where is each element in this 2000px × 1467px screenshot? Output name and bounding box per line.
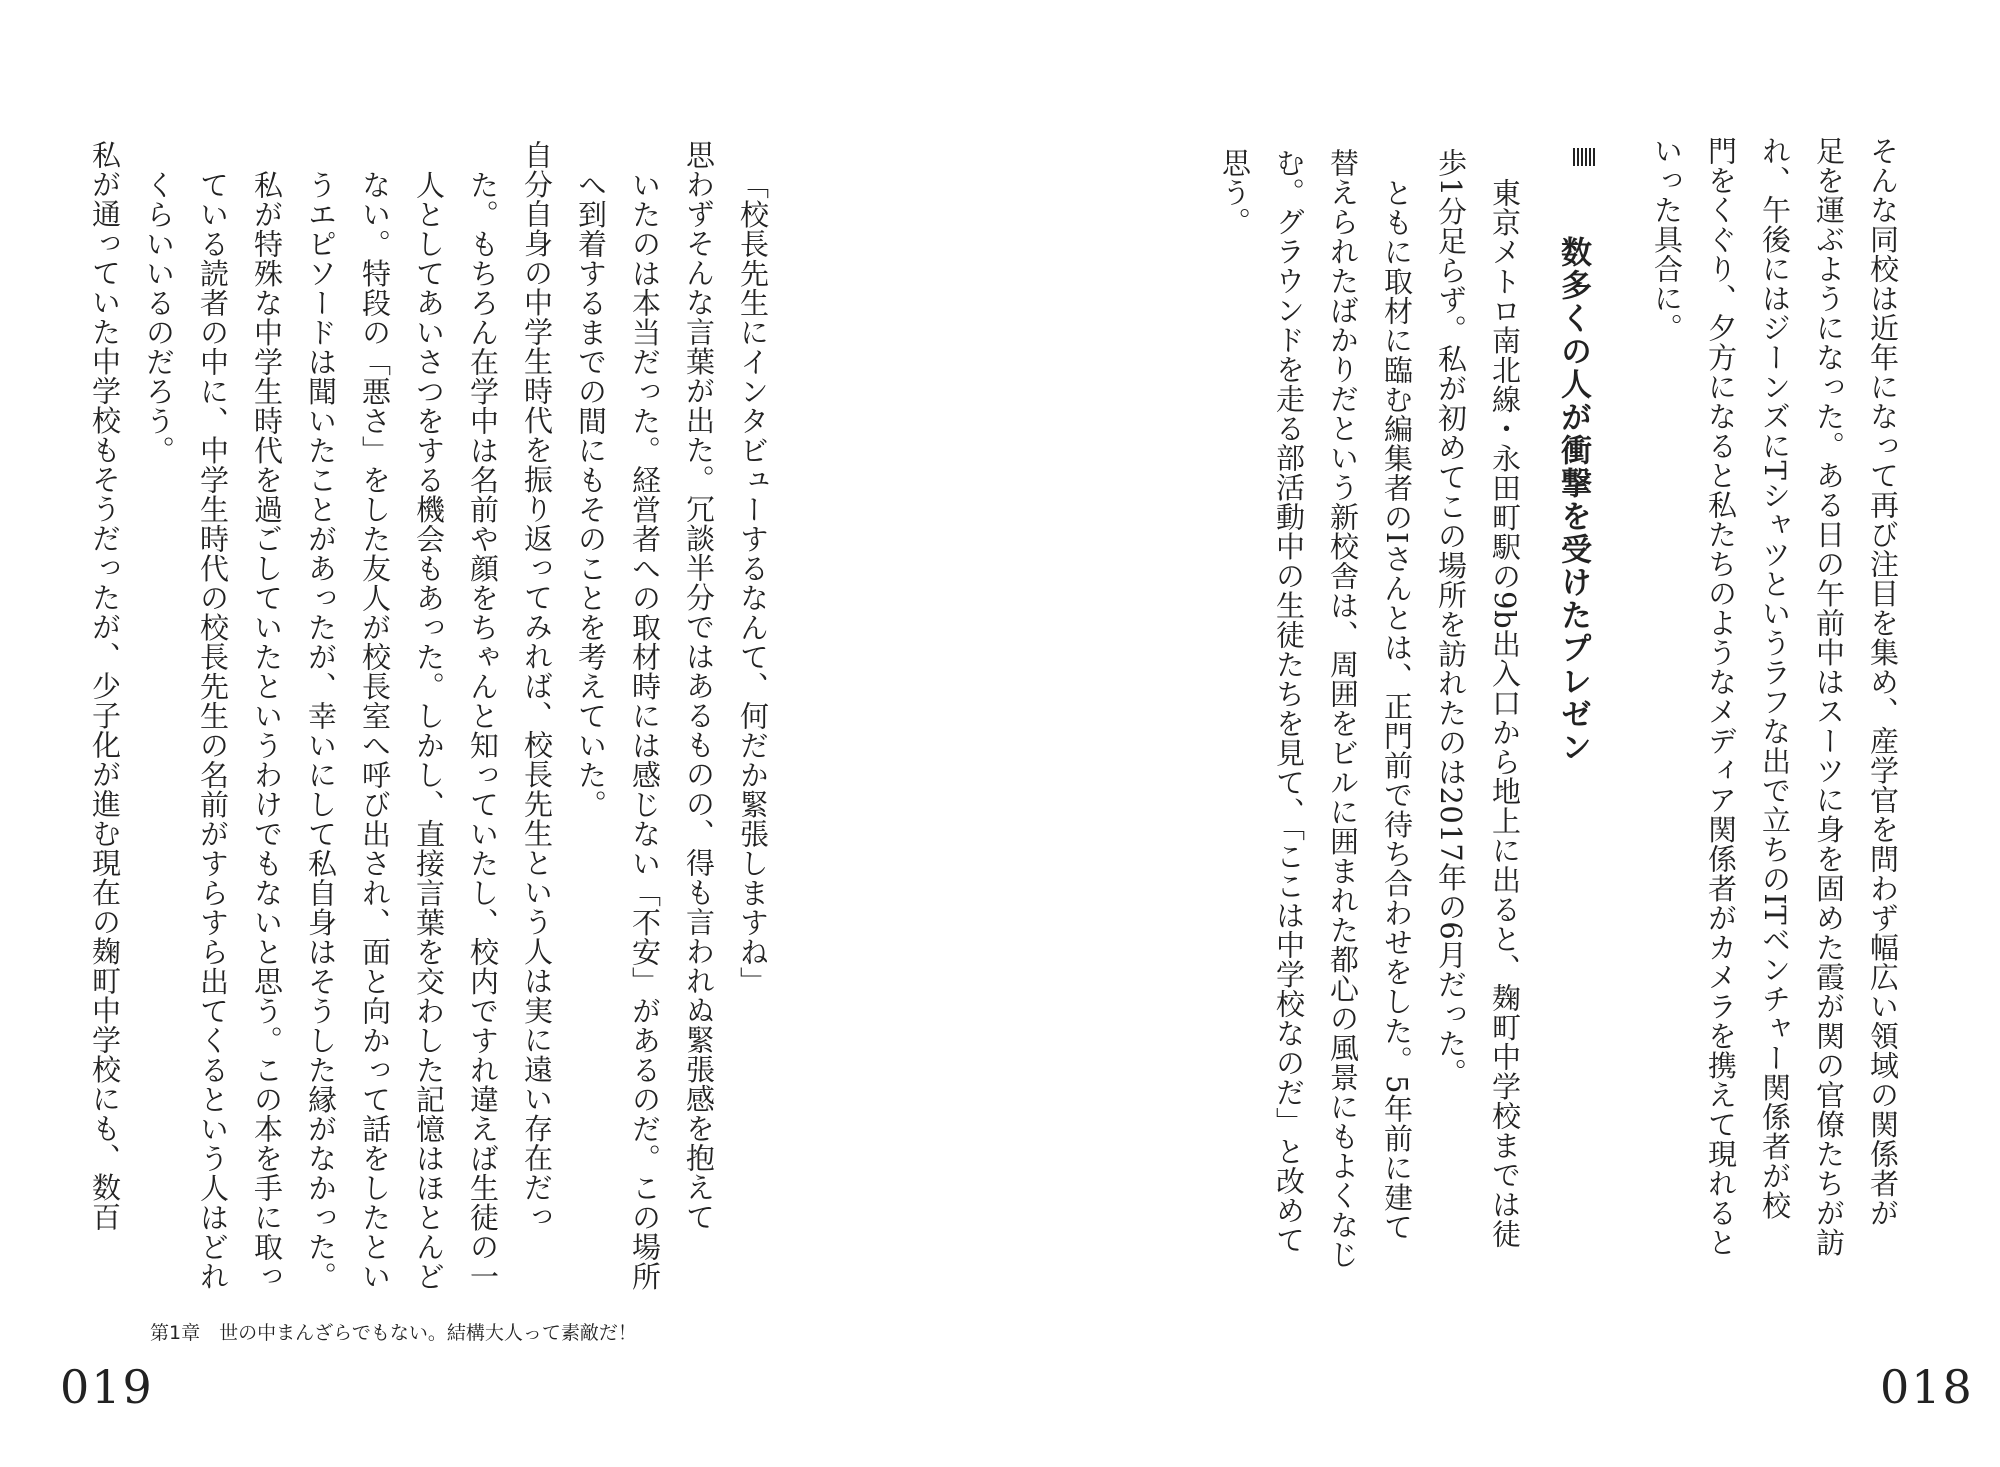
text-line: 私が通っていた中学校もそうだったが、少子化が進む現在の麹町中学校にも、数百 xyxy=(88,140,122,1232)
text-line: ともに取材に臨む編集者のIさんとは、正門前で待ち合わせをした。5年前に建て xyxy=(1380,178,1414,1242)
text-line: 自分自身の中学生時代を振り返ってみれば、校長先生という人は実に遠い存在だっ xyxy=(520,140,554,1232)
text-line: くらいいるのだろう。 xyxy=(142,170,176,465)
text-line: 思わずそんな言葉が出た。冗談半分ではあるものの、得も言われぬ緊張感を抱えて xyxy=(682,140,716,1232)
text-line: 門をくぐり、夕方になると私たちのようなメディア関係者がカメラを携えて現れると xyxy=(1704,136,1738,1257)
running-head: 第1章 世の中まんざらでもない。結構大人って素敵だ！ xyxy=(150,1322,637,1344)
text-line: ている読者の中に、中学生時代の校長先生の名前がすらすら出てくるという人はどれ xyxy=(196,170,230,1291)
text-line: た。もちろん在学中は名前や顔をちゃんと知っていたし、校内ですれ違えば生徒の一 xyxy=(466,170,500,1291)
text-line: 東京メトロ南北線・永田町駅の9b出入口から地上に出ると、麹町中学校までは徒 xyxy=(1488,178,1522,1249)
text-line: れ、午後にはジーンズにTシャツというラフな出で立ちのITベンチャー関係者が校 xyxy=(1758,136,1792,1221)
text-line: うエピソードは聞いたことがあったが、幸いにして私自身はそうした縁がなかった。 xyxy=(304,170,338,1291)
text-line: 足を運ぶようになった。ある日の午前中はスーツに身を固めた霞が関の官僚たちが訪 xyxy=(1812,136,1846,1257)
text-line: 歩1分足らず。私が初めてこの場所を訪れたのは2017年の6月だった。 xyxy=(1434,148,1468,1088)
text-line: 思う。 xyxy=(1218,148,1252,237)
text-line: へ到着するまでの間にもそのことを考えていた。 xyxy=(574,170,608,819)
heading-marker-icon xyxy=(1573,148,1597,166)
text-line: ない。特段の「悪さ」をした友人が校長室へ呼び出され、面と向かって話をしたとい xyxy=(358,170,392,1291)
text-line: いたのは本当だった。経営者への取材時には感じない「不安」があるのだ。この場所 xyxy=(628,170,662,1291)
right-page xyxy=(1040,0,2000,1467)
text-line: む。グラウンドを走る部活動中の生徒たちを見て、「ここは中学校なのだ」と改めて xyxy=(1272,148,1306,1255)
text-line: 替えられたばかりだという新校舎は、周囲をビルに囲まれた都心の風景にもよくなじ xyxy=(1326,148,1360,1269)
section-heading: 数多くの人が衝撃を受けたプレゼン xyxy=(1555,236,1591,764)
left-body-text xyxy=(78,140,780,1291)
text-line: 「校長先生にインタビューするなんて、何だか緊張しますね」 xyxy=(736,170,770,996)
page-number-right: 018 xyxy=(1880,1360,1974,1414)
page-number-left: 019 xyxy=(60,1360,154,1414)
text-line: 私が特殊な中学生時代を過ごしていたというわけでもないと思う。この本を手に取っ xyxy=(250,170,284,1291)
text-line: そんな同校は近年になって再び注目を集め、産学官を問わず幅広い領域の関係者が xyxy=(1866,136,1900,1228)
text-line: いった具合に。 xyxy=(1650,136,1684,343)
right-body-text-2 xyxy=(1208,148,1532,1298)
text-line: 人としてあいさつをする機会もあった。しかし、直接言葉を交わした記憶はほとんど xyxy=(412,170,446,1291)
right-body-text xyxy=(1640,136,1910,1286)
